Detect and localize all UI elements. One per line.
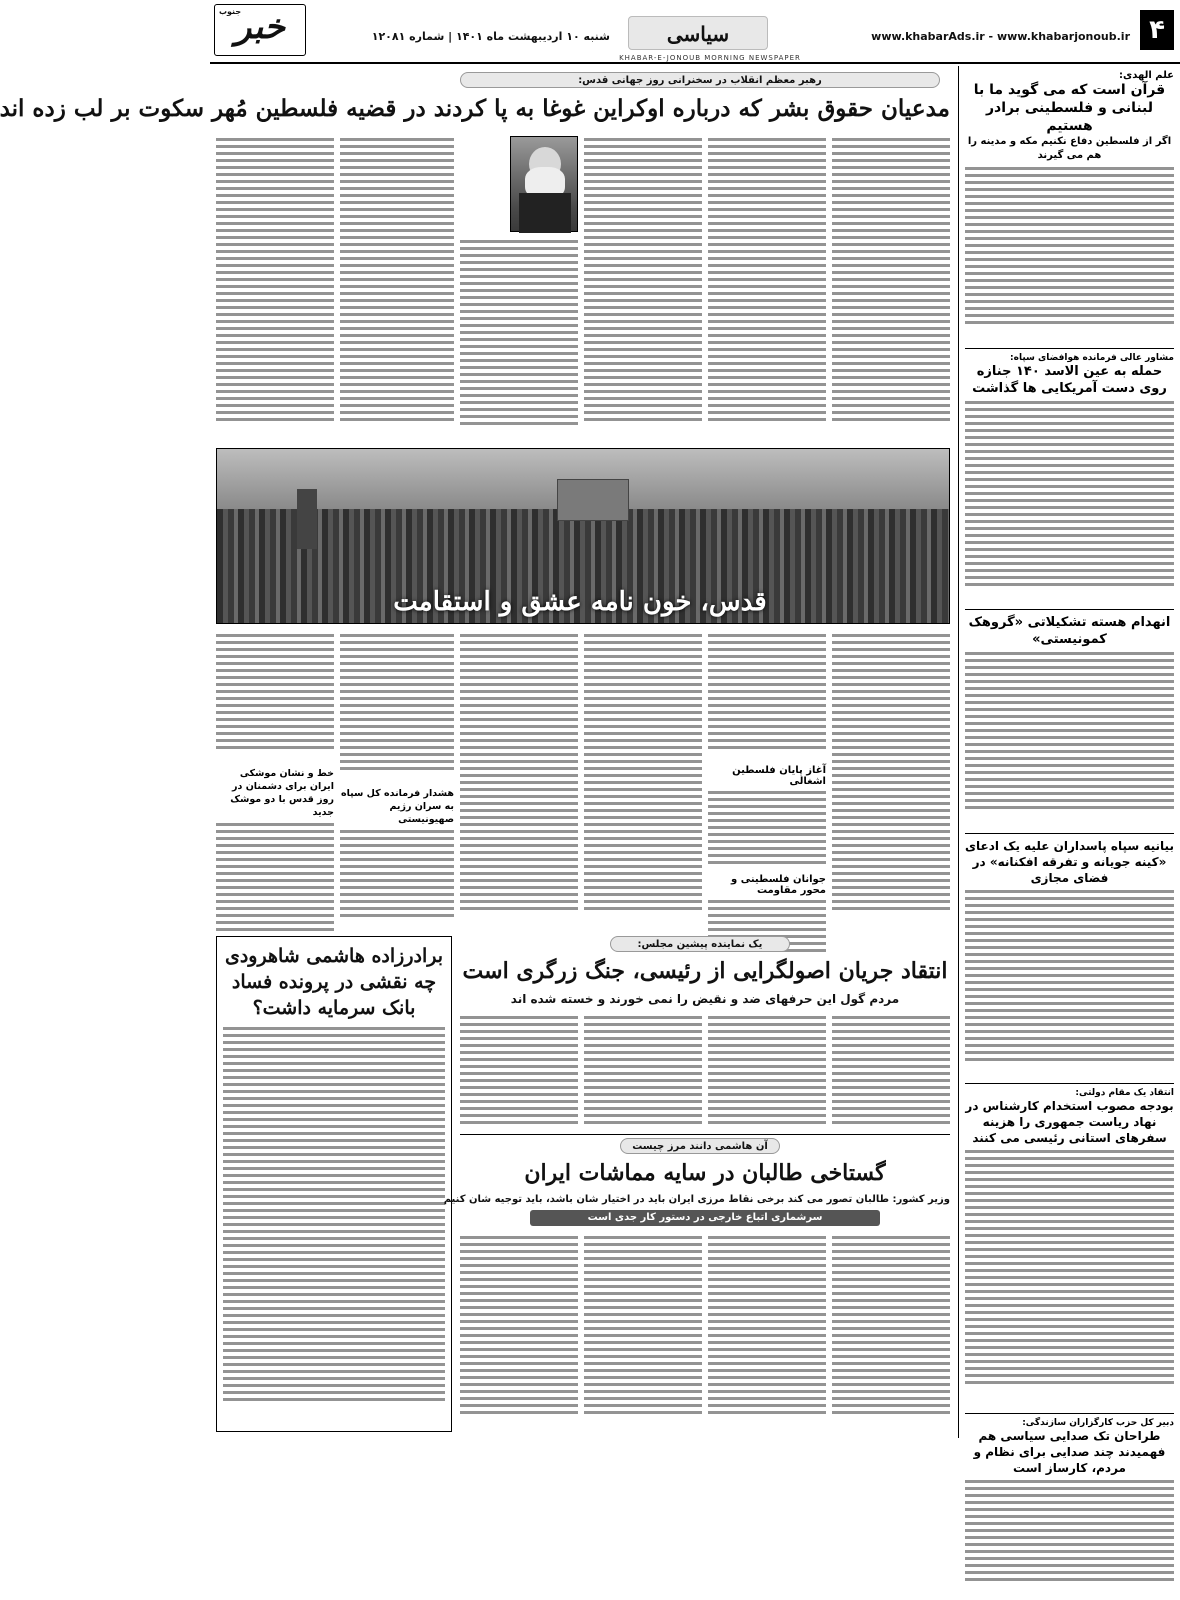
masthead-logo — [214, 4, 306, 56]
mid-col-1 — [832, 630, 950, 930]
sidebar-a5-kicker: انتقاد یک مقام دولتی: — [1075, 1088, 1174, 1098]
critique-col-1 — [832, 1012, 950, 1130]
date-issue: شنبه ۱۰ اردیبهشت ماه ۱۴۰۱ | شماره ۱۲۰۸۱ — [371, 30, 610, 43]
inline-head-3: آغاز پایان فلسطین اشغالی — [732, 765, 826, 787]
website-url[interactable]: www.khabarAds.ir - www.khabarjonoub.ir — [871, 30, 1130, 43]
sidebar-a2-title: حمله به عین الاسد ۱۴۰ جنازه روی دست آمریکایی ها گذاشت — [972, 364, 1167, 396]
lead-kicker-bar — [460, 72, 940, 88]
mid-col-3 — [584, 630, 702, 930]
taliban-kicker: آن هاشمی دانند مرز چیست — [632, 1141, 768, 1152]
sidebar-a1-kicker: علم الهدی: — [1119, 70, 1174, 81]
divider — [965, 609, 1174, 610]
mid-col-6 — [216, 630, 334, 930]
lead-col-1 — [832, 134, 950, 442]
sidebar — [958, 66, 1180, 1475]
leader-portrait — [510, 136, 578, 232]
sidebar-a3-body — [965, 652, 1174, 830]
section-label — [628, 16, 768, 50]
taliban-subtitle: وزیر کشور: طالبان تصور می کند برخی نقاط مرزی ایران باید در اختیار شان باشد، باید توجیه شان کنیم — [443, 1194, 950, 1205]
critique-subtitle: مردم گول این حرفهای ضد و نقیض را نمی خورند و خسته شده اند — [510, 992, 900, 1006]
inline-head-1: هشدار فرمانده کل سپاه به سران رژیم صهیونیستی — [340, 788, 454, 825]
header-rule — [210, 62, 1180, 64]
sidebar-a2-body — [965, 401, 1174, 606]
critique-col-3 — [584, 1012, 702, 1130]
sidebar-a5-body — [965, 1150, 1174, 1410]
sidebar-a3-title: انهدام هسته تشکیلاتی «گروهک کمونیستی» — [968, 615, 1171, 647]
masthead-title: خبر — [234, 7, 286, 47]
critique-title: انتقاد جریان اصولگرایی از رئیسی، جنگ زرگری است — [462, 958, 948, 984]
hashemi-title: برادرزاده هاشمی شاهرودی چه نقشی در پرونده فساد بانک سرمایه داشت؟ — [224, 945, 444, 1019]
sidebar-a6-kicker: دبیر کل حزب کارگزاران سازندگی: — [1022, 1418, 1174, 1428]
taliban-col-2 — [708, 1232, 826, 1432]
inline-head-2: خط و نشان موشکی ایران برای دشمنان در روز قدس با دو موشک جدید — [230, 768, 334, 818]
sidebar-a6-body — [965, 1480, 1174, 1600]
photo-caption: قدس، خون نامه عشق و استقامت — [393, 587, 767, 617]
sidebar-a6-title: طراحان تک صدایی سیاسی هم فهمیدند چند صدایی برای نظام و مردم، کارساز است — [973, 1429, 1166, 1475]
taliban-kicker-bar — [620, 1138, 780, 1154]
critique-kicker-bar — [610, 936, 790, 952]
divider — [965, 1413, 1174, 1414]
sidebar-a2-kicker: مشاور عالی فرمانده هوافضای سپاه: — [1010, 353, 1174, 363]
inline-head-4: جوانان فلسطینی و محور مقاومت — [731, 874, 826, 896]
lead-col-4 — [460, 236, 578, 442]
lead-col-6 — [216, 134, 334, 442]
lead-kicker: رهبر معظم انقلاب در سخنرانی روز جهانی قدس: — [578, 75, 822, 86]
taliban-title: گستاخی طالبان در سایه مماشات ایران — [524, 1160, 886, 1186]
section-title: سیاسی — [666, 22, 730, 46]
taliban-col-1 — [832, 1232, 950, 1432]
lead-col-2 — [708, 134, 826, 442]
hashemi-body — [223, 1027, 445, 1417]
sidebar-a1-body — [965, 167, 1174, 345]
sidebar-a4-title: بیانیه سپاه پاسداران علیه یک ادعای «کینه جویانه و تفرقه افکنانه» در فضای مجازی — [965, 839, 1174, 885]
taliban-tag: سرشماری اتباع خارجی در دستور کار جدی است — [530, 1210, 880, 1226]
page-number: ۴ — [1140, 10, 1174, 50]
lead-col-3 — [584, 134, 702, 442]
sidebar-a5-title: بودجه مصوب استخدام کارشناس در نهاد ریاست جمهوری را هزینه سفرهای استانی رئیسی می کنند — [965, 1099, 1174, 1145]
sidebar-a1-title: قرآن است که می گوید ما با لبنانی و فلسطینی برادر هستیم — [973, 82, 1166, 134]
divider — [965, 833, 1174, 834]
hashemi-box — [216, 936, 452, 1432]
mid-col-5 — [340, 630, 454, 930]
sidebar-a4-body — [965, 890, 1174, 1080]
divider — [965, 348, 1174, 349]
lead-title: مدعیان حقوق بشر که درباره اوکراین غوغا به پا کردند در قضیه فلسطین مُهر سکوت بر لب زده اند — [0, 95, 950, 122]
critique-col-2 — [708, 1012, 826, 1130]
lead-col-5 — [340, 134, 454, 442]
divider — [460, 1134, 950, 1135]
critique-col-4 — [460, 1012, 578, 1130]
masthead-sub: جنوب — [219, 7, 242, 16]
divider — [965, 1083, 1174, 1084]
sidebar-a1-subtitle: اگر از فلسطین دفاع نکنیم مکه و مدینه را هم می گیرند — [967, 136, 1172, 161]
taliban-col-3 — [584, 1232, 702, 1432]
taliban-col-4 — [460, 1232, 578, 1432]
page-header — [210, 0, 1180, 64]
mid-col-4 — [460, 630, 578, 930]
mid-col-2 — [708, 630, 826, 930]
english-name: KHABAR-E-JONOUB MORNING NEWSPAPER — [619, 54, 801, 62]
critique-kicker: یک نماینده پیشین مجلس: — [637, 939, 763, 950]
